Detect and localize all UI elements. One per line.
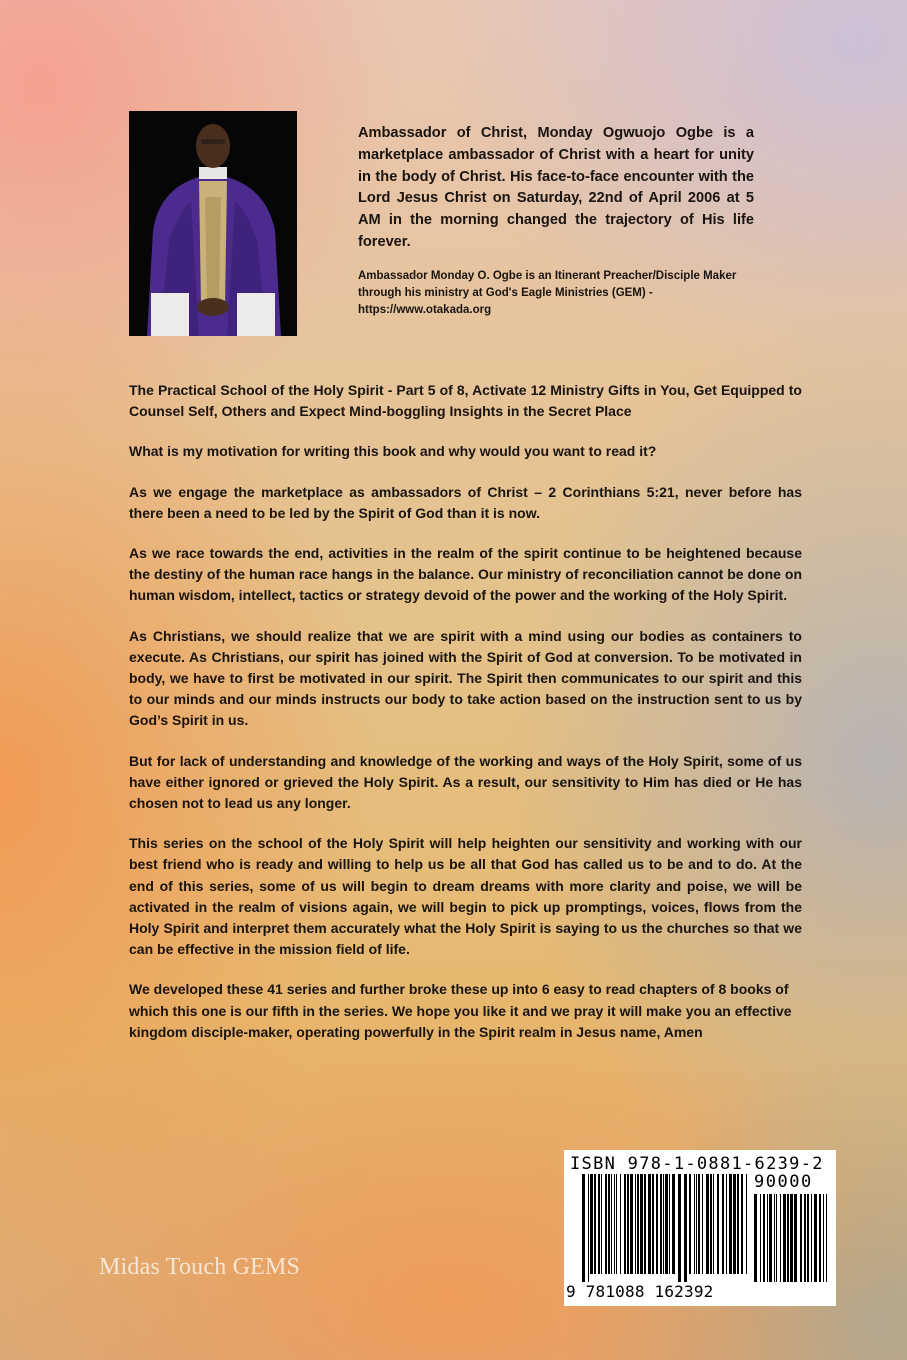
barcode-bar <box>819 1194 821 1282</box>
barcode-bar <box>652 1174 654 1274</box>
barcode-bar <box>767 1194 768 1282</box>
barcode-bar <box>814 1194 817 1282</box>
barcode-bar <box>665 1174 668 1274</box>
barcode-bar <box>644 1174 646 1274</box>
barcode-bar <box>601 1174 602 1274</box>
description-paragraph: This series on the school of the Holy Spirit will help heighten our sensitivity and working with our best friend who is ready and willing to help us be all that God has called us to be and to do. At the end of this series, some of us will begin to dream dreams with more clarity and poise, we will be activated in the realm of visions again, we will begin to pick up promptings, voices, flows from the Holy Spirit and interpret them accurately what the Holy Spirit is saying to us the churches so that we can be effective in the mission field of life. <box>129 835 802 958</box>
barcode-bar <box>746 1174 747 1274</box>
author-photo <box>129 111 297 336</box>
barcode-bar <box>635 1174 636 1274</box>
barcode-bar <box>663 1174 664 1274</box>
barcode-bar <box>702 1174 703 1274</box>
ean-digits: 9 781088 162392 <box>566 1282 714 1301</box>
barcode-bar <box>614 1174 615 1274</box>
barcode-bar <box>790 1194 793 1282</box>
barcode-bar <box>598 1174 600 1274</box>
publisher-name: Midas Touch GEMS <box>99 1254 301 1280</box>
barcode-bar <box>760 1194 761 1282</box>
barcode-bar <box>582 1174 585 1282</box>
barcode-bar <box>689 1174 691 1274</box>
barcode-bar <box>656 1174 658 1274</box>
barcode-bar <box>769 1194 772 1282</box>
barcode-bar <box>826 1194 827 1282</box>
isbn-barcode <box>564 1150 836 1306</box>
ean-bars <box>582 1174 748 1282</box>
barcode-bar <box>660 1174 662 1274</box>
isbn-text: ISBN 978-1-0881-6239-2 <box>570 1154 824 1174</box>
barcode-bar <box>794 1194 797 1282</box>
barcode-bar <box>774 1194 775 1282</box>
barcode-bar <box>630 1174 633 1274</box>
price-code: 90000 <box>754 1172 813 1192</box>
barcode-bar <box>624 1174 626 1274</box>
barcode-bar <box>672 1174 675 1274</box>
barcode-bar <box>611 1174 612 1274</box>
barcode-bar <box>594 1174 596 1274</box>
closing-paragraph: We developed these 41 series and further broke these up into 6 easy to read chapters of 8 books of which this one is our fifth in the series. We hope you like it and we pray it will make you an effective kingdom disciple-maker, operating powerfully in the Spirit realm in Jesus name, Amen <box>129 981 792 1040</box>
barcode-bar <box>780 1194 781 1282</box>
barcode-bar <box>620 1174 621 1274</box>
barcode-bar <box>741 1174 743 1274</box>
addon-bars <box>754 1194 832 1282</box>
author-ministry-note: Ambassador Monday O. Ogbe is an Itinerant Preacher/Disciple Maker through his ministry at God's Eagle Ministries (GEM) - https://www.otakada.org <box>358 270 737 316</box>
barcode-bar <box>823 1194 824 1282</box>
barcode-bar <box>754 1194 757 1282</box>
barcode-bar <box>710 1174 712 1274</box>
barcode-bar <box>717 1174 719 1274</box>
barcode-bar <box>722 1174 724 1274</box>
barcode-bar <box>726 1174 727 1274</box>
barcode-bar <box>729 1174 732 1274</box>
barcode-bar <box>706 1174 709 1274</box>
barcode-bar <box>678 1174 681 1282</box>
barcode-bar <box>669 1174 670 1274</box>
description-paragraph: But for lack of understanding and knowledge of the working and ways of the Holy Spirit, some of us have either ignored or grieved the Holy Spirit. As a result, our sensitivity to Him has died or He has chosen not to lead us any longer. <box>129 752 802 812</box>
barcode-bar <box>588 1174 589 1282</box>
barcode-bar <box>627 1174 629 1274</box>
barcode-bar <box>733 1174 736 1274</box>
barcode-bar <box>807 1194 809 1282</box>
barcode-bar <box>783 1194 786 1282</box>
barcode-bar <box>800 1194 802 1282</box>
book-subtitle-paragraph: The Practical School of the Holy Spirit - Part 5 of 8, Activate 12 Ministry Gifts in You, Get Equipped to Counsel Self, Others and Expect Mind-boggling Insights in the Secret Place <box>129 382 802 420</box>
author-bio: Ambassador of Christ, Monday Ogwuojo Ogbe is a marketplace ambassador of Christ with a heart for unity in the body of Christ. His face-to-face encounter with the Lord Jesus Christ on Saturday, 22nd of April 2006 at 5 AM in the morning changed the trajectory of His life forever. <box>358 125 754 250</box>
description-paragraph: As Christians, we should realize that we are spirit with a mind using our bodies as containers to execute. As Christians, our spirit has joined with the Spirit of God at conversion. To be motivated in body, we have to first be motivated in our spirit. The Spirit then communicates to our spirit and this to our minds and our minds instructs our body to take action based on the instruction sent to us by God’s Spirit in us. <box>129 627 802 729</box>
barcode-bar <box>776 1194 777 1282</box>
barcode-bar <box>698 1174 700 1274</box>
barcode-bar <box>737 1174 739 1274</box>
barcode-bar <box>763 1194 765 1282</box>
barcode-bar <box>787 1194 789 1282</box>
barcode-bar <box>608 1174 610 1274</box>
barcode-bar <box>804 1194 806 1282</box>
barcode-bar <box>637 1174 639 1274</box>
barcode-bar <box>648 1174 651 1274</box>
barcode-bar <box>811 1194 812 1282</box>
barcode-bar <box>616 1174 617 1274</box>
barcode-bar <box>590 1174 593 1274</box>
barcode-bar <box>605 1174 607 1274</box>
description-paragraph: As we engage the marketplace as ambassadors of Christ – 2 Corinthians 5:21, never before has there been a need to be led by the Spirit of God than it is now. <box>129 483 802 521</box>
barcode-bar <box>640 1174 643 1274</box>
barcode-bar <box>684 1174 687 1282</box>
barcode-bar <box>696 1174 697 1274</box>
barcode-bar <box>694 1174 695 1274</box>
book-description <box>129 380 802 1062</box>
motivation-question: What is my motivation for writing this book and why would you want to read it? <box>129 443 657 460</box>
barcode-bar <box>713 1174 714 1274</box>
description-paragraph: As we race towards the end, activities in the realm of the spirit continue to be heightened because the destiny of the human race hangs in the balance. Our ministry of reconciliation cannot be done on human wisdom, intellect, tactics or strategy devoid of the power and the working of the Holy Spirit. <box>129 545 802 604</box>
